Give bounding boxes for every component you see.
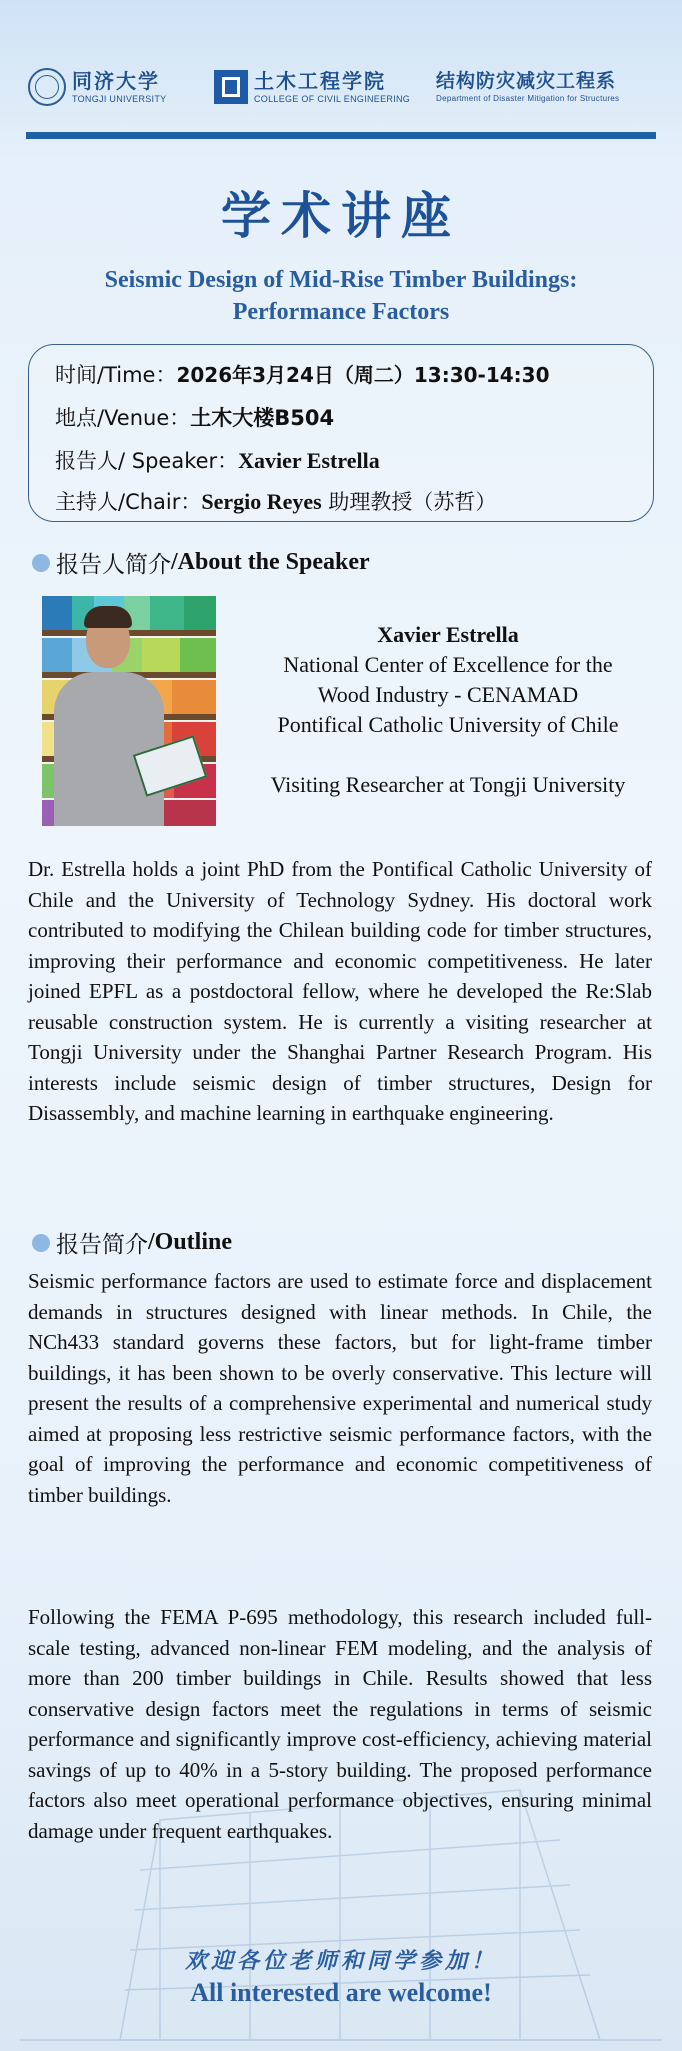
info-chair — [55, 486, 496, 516]
speaker-bio: Dr. Estrella holds a joint PhD from the Pontifical Catholic University of Chile and the University of Technology Sydney. His doctoral work contributed to modifying the Chilean building code for timber structures, improving their performance and economic competitiveness. He later joined EPFL as a postdoctoral fellow, where he developed the Re:Slab reusable construction system. He is currently a visiting researcher at Tongji University under the Shanghai Partner Research Program. His interests include seismic design of timber structures, Design for Disassembly, and machine learning in earthquake engineering. — [28, 857, 652, 1125]
lecture-title-line2: Performance Factors — [232, 299, 450, 325]
page-title-cn: 学术讲座 — [221, 186, 461, 245]
event-info-box — [28, 344, 654, 522]
speaker-affiliation-3: Pontifical Catholic University of Chile — [277, 712, 619, 737]
tongji-name-cn: 同济大学 — [72, 68, 160, 93]
college-name-en: COLLEGE OF CIVIL ENGINEERING — [254, 93, 411, 104]
info-venue — [55, 402, 334, 432]
outline-paragraph-2: Following the FEMA P-695 methodology, this research included full-scale testing, advanced non-linear FEM modeling, and the analysis of more than 200 timber buildings in Chile. Results showed that less conservative design factors meet the regulations in terms of seismic performance and significantly improve cost-efficiency, achieving material savings of up to 40% in a 5-story building. The proposed performance factors also meet operational performance objectives, ensuring minimal damage under frequent earthquakes. — [28, 1605, 652, 1843]
chair-label: 主持人/Chair： — [55, 490, 202, 514]
welcome-message-en: All interested are welcome! — [190, 1978, 492, 2007]
college-name-cn: 土木工程学院 — [254, 68, 386, 93]
speaker-details — [238, 620, 658, 800]
venue-label: 地点/Venue： — [55, 406, 191, 430]
time-label: 时间/Time： — [55, 363, 177, 387]
department-name-cn: 结构防灾减灾工程系 — [436, 69, 617, 92]
info-speaker — [55, 445, 380, 475]
department-logo — [436, 62, 619, 112]
chair-title: 助理教授（苏哲） — [321, 490, 497, 514]
department-name-en: Department of Disaster Mitigation for Structures — [436, 93, 620, 103]
outline-heading-en: /Outline — [148, 1229, 233, 1255]
chair-value: Sergio Reyes — [201, 489, 322, 514]
speaker-affiliation-2: Wood Industry - CENAMAD — [317, 682, 579, 707]
speaker-label: 报告人/ Speaker： — [55, 449, 239, 473]
speaker-affiliation-1: National Center of Excellence for the — [283, 652, 613, 677]
outline-heading — [32, 1226, 232, 1259]
bullet-icon — [32, 554, 50, 572]
header-divider — [26, 132, 656, 139]
welcome-message-cn: 欢迎各位老师和同学参加！ — [184, 1948, 497, 1974]
venue-value: 土木大楼B504 — [190, 406, 335, 430]
time-value: 2026年3月24日（周二）13:30-14:30 — [176, 363, 550, 387]
outline-paragraph-1: Seismic performance factors are used to estimate force and displacement demands in structures designed with linear methods. In Chile, the NCh433 standard governs these factors, but for light-frame timber buildings, it has been shown to be overly conservative. This lecture will present the results of a comprehensive experimental and numerical study aimed at proposing less restrictive seismic performance factors, with the goal of improving the performance and economic competitiveness of timber buildings. — [28, 1269, 652, 1507]
speaker-name: Xavier Estrella — [377, 622, 519, 647]
tongji-seal-icon — [28, 68, 66, 106]
college-logo — [214, 62, 410, 112]
tongji-logo — [28, 62, 166, 112]
speaker-role: Visiting Researcher at Tongji University — [270, 772, 626, 797]
lecture-title-line1: Seismic Design of Mid-Rise Timber Buildings: — [104, 267, 578, 293]
about-speaker-heading — [32, 546, 370, 579]
info-time — [55, 359, 550, 389]
outline-heading-cn: 报告简介 — [56, 1232, 148, 1258]
lecture-title-en — [40, 264, 642, 328]
header-logos — [28, 62, 658, 112]
speaker-value: Xavier Estrella — [238, 448, 380, 473]
tongji-name-en: TONGJI UNIVERSITY — [72, 93, 167, 104]
about-heading-cn: 报告人简介 — [56, 552, 171, 578]
bullet-icon — [32, 1234, 50, 1252]
speaker-photo — [42, 594, 216, 826]
about-heading-en: /About the Speaker — [171, 549, 370, 575]
college-emblem-icon — [214, 70, 248, 104]
